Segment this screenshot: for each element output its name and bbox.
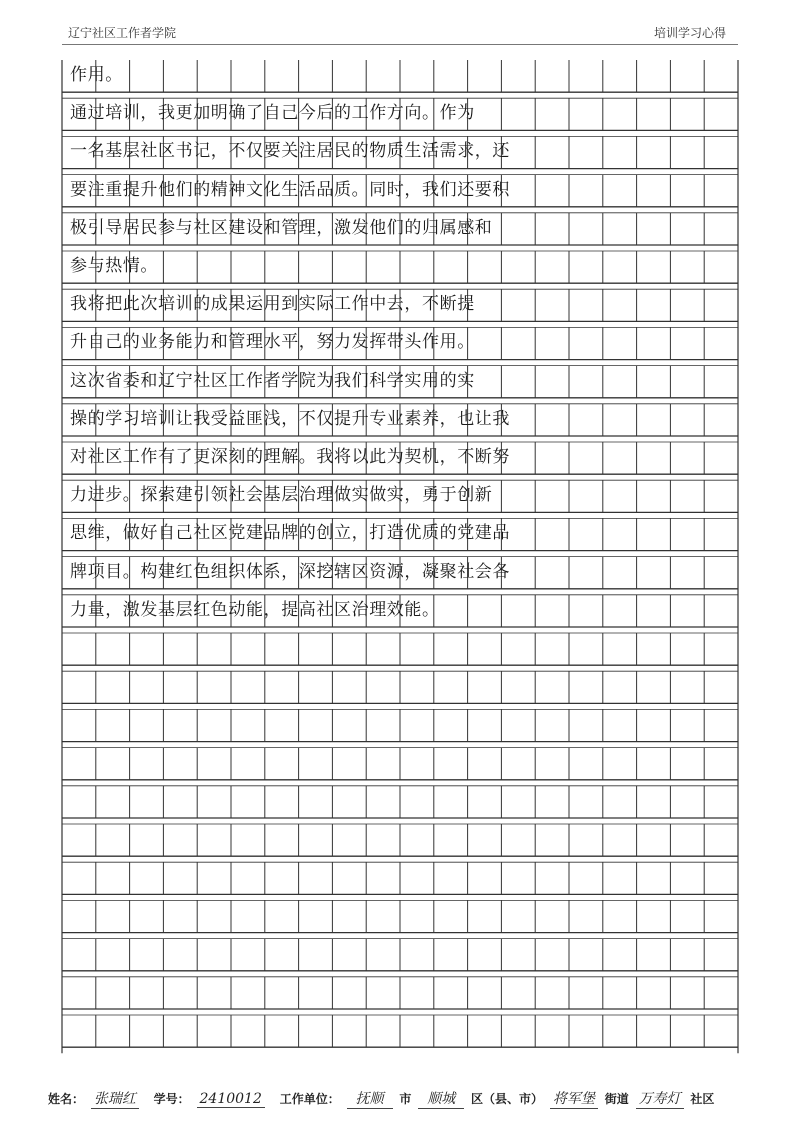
street-value: 将军堡 <box>550 1088 598 1109</box>
signature-footer <box>48 1088 714 1109</box>
city-suffix: 市 <box>399 1092 412 1106</box>
essay-line: 操的学习培训让我受益匪浅，不仅提升专业素养，也让我 <box>70 408 510 429</box>
student-id-label: 学号： <box>153 1092 190 1106</box>
community-suffix: 社区 <box>690 1092 715 1106</box>
work-unit-label: 工作单位： <box>279 1092 340 1106</box>
district-suffix: 区（县、市） <box>471 1092 544 1106</box>
essay-line: 一名基层社区书记，不仅要关注居民的物质生活需求，还 <box>70 141 510 162</box>
essay-line: 思维，做好自己社区党建品牌的创立，打造优质的党建品 <box>70 523 510 544</box>
essay-line: 这次省委和辽宁社区工作者学院为我们科学实用的实 <box>70 370 475 391</box>
essay-line: 我将把此次培训的成果运用到实际工作中去，不断提 <box>70 294 475 315</box>
community-value: 万寿灯 <box>636 1088 684 1109</box>
district-value: 顺城 <box>418 1088 464 1109</box>
essay-line: 牌项目。构建红色组织体系，深挖辖区资源，凝聚社会各 <box>70 561 510 582</box>
header-document-type: 培训学习心得 <box>653 26 726 40</box>
essay-line: 通过培训，我更加明确了自己今后的工作方向。作为 <box>70 103 475 124</box>
essay-line: 参与热情。 <box>70 256 158 276</box>
essay-line: 升自己的业务能力和管理水平，努力发挥带头作用。 <box>70 332 475 353</box>
student-id-value: 2410012 <box>197 1091 265 1108</box>
street-suffix: 街道 <box>604 1092 629 1106</box>
essay-line: 力进步。探索建引领社会基层治理做实做实，勇于创新 <box>70 485 493 506</box>
essay-line: 要注重提升他们的精神文化生活品质。同时，我们还要积 <box>70 179 510 200</box>
header-institution: 辽宁社区工作者学院 <box>68 26 177 40</box>
name-label: 姓名： <box>48 1092 85 1106</box>
name-value: 张瑞红 <box>91 1088 139 1109</box>
essay-line: 极引导居民参与社区建设和管理，激发他们的归属感和 <box>70 217 493 238</box>
essay-line: 作用。 <box>70 65 123 85</box>
city-value: 抚顺 <box>347 1088 393 1109</box>
essay-line: 力量，激发基层红色动能，提高社区治理效能。 <box>70 599 440 620</box>
essay-line: 对社区工作有了更深刻的理解。我将以此为契机，不断努 <box>70 447 510 467</box>
